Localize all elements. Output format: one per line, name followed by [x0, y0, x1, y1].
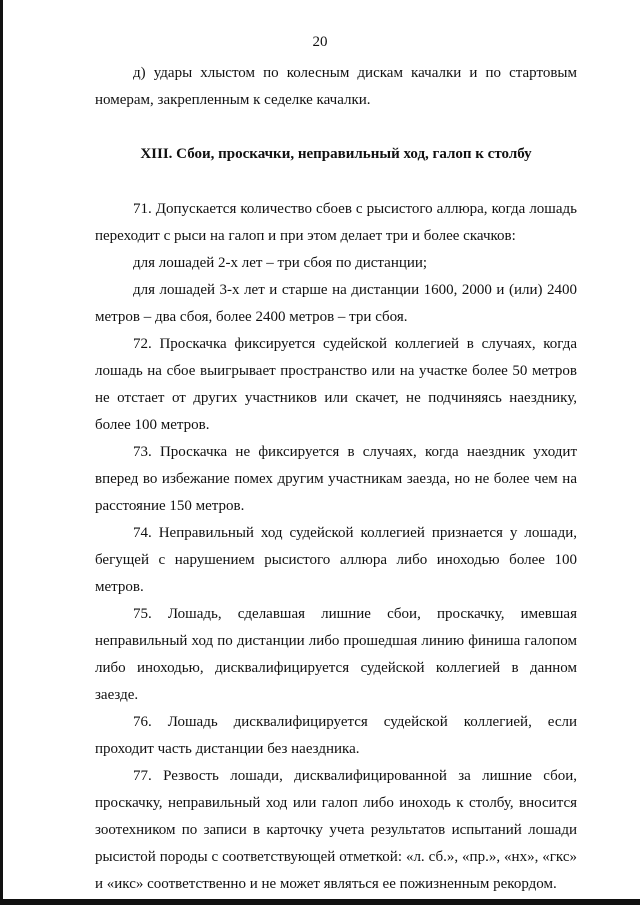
paragraph-74: 74. Неправильный ход судейской коллегией признается у лошади, бегущей с нарушением рысистого аллюра либо иноходью более 100 метров.: [95, 525, 577, 595]
paragraph-d: д) удары хлыстом по колесным дискам качалки и по стартовым номерам, закрепленным к седелке качалки.: [95, 65, 577, 108]
paragraph-71: 71. Допускается количество сбоев с рысистого аллюра, когда лошадь переходит с рыси на галоп и при этом делает три и более скачков:: [95, 201, 577, 244]
paragraph-76: 76. Лошадь дисквалифицируется судейской коллегией, если проходит часть дистанции без наездника.: [95, 714, 577, 757]
paragraph-77: 77. Резвость лошади, дисквалифицированной за лишние сбои, проскачку, неправильный ход или галоп либо иноходь к столбу, вносится зоотехником по записи в карточку учета результатов испытаний лошади рысистой породы с соответствующей отметкой: «л. сб.», «пр.», «нх», «гкс» и «икс» соответственно и не может являться ее пожизненным рекордом.: [95, 768, 577, 892]
scan-border-left: [0, 0, 3, 905]
section-heading: XIII. Сбои, проскачки, неправильный ход, галоп к столбу: [140, 146, 532, 162]
scan-border-bottom: [0, 899, 640, 905]
paragraph-71-item-3yo: для лошадей 3-х лет и старше на дистанции 1600, 2000 и (или) 2400 метров – два сбоя, более 2400 метров – три сбоя.: [95, 282, 577, 325]
paragraph-73: 73. Проскачка не фиксируется в случаях, когда наездник уходит вперед во избежание помех другим участникам заезда, но не более чем на расстояние 150 метров.: [95, 444, 577, 514]
paragraph-72: 72. Проскачка фиксируется судейской коллегией в случаях, когда лошадь на сбое выигрывает пространство или на участке более 50 метров не отстает от других участников или скачет, не подчиняясь наезднику, более 100 метров.: [95, 336, 577, 433]
page-number: 20: [312, 34, 328, 50]
paragraph-71-item-2yo: для лошадей 2-х лет – три сбоя по дистанции;: [133, 255, 428, 271]
paragraph-75: 75. Лошадь, сделавшая лишние сбои, проскачку, имевшая неправильный ход по дистанции либо прошедшая линию финиша галопом либо иноходью, дисквалифицируется судейской коллегией в данном заезде.: [95, 606, 577, 703]
document-body: [95, 60, 577, 898]
